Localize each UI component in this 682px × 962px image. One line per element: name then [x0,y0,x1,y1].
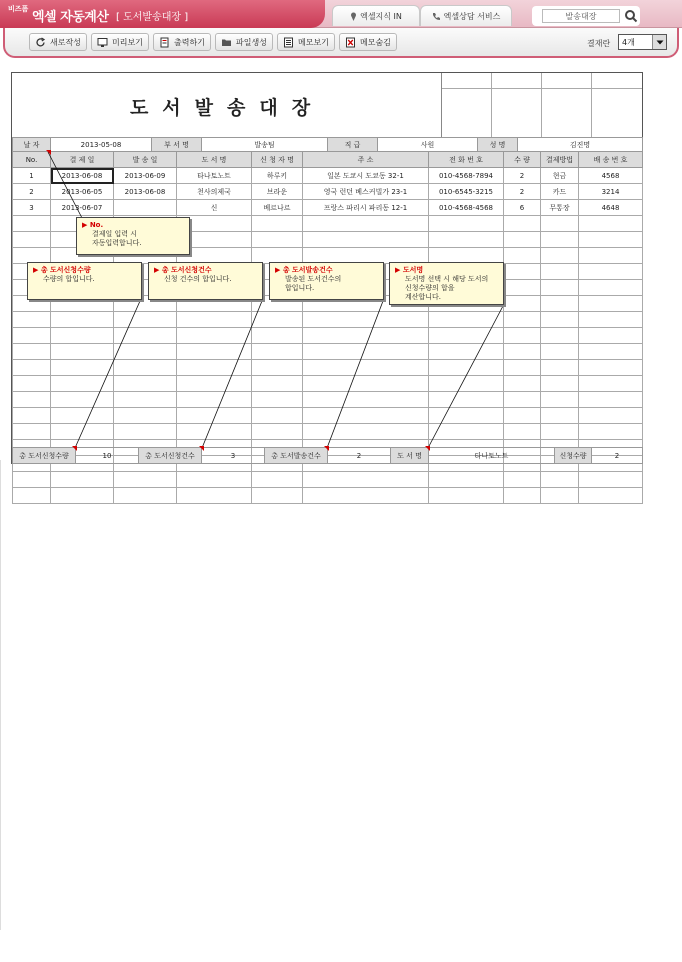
table-cell[interactable] [252,360,303,376]
folder-icon [221,37,232,48]
memo-total-sent [269,262,384,300]
table-cell[interactable] [13,216,51,232]
table-cell[interactable] [429,424,504,440]
table-cell[interactable]: 2 [13,184,51,200]
name-label: 성 명 [478,138,518,152]
table-cell[interactable] [303,312,429,328]
approval-column-4[interactable] [592,73,642,137]
memo-title: ▶ 총 도서발송건수 [275,266,333,274]
table-cell[interactable] [252,376,303,392]
rank-cell[interactable]: 사원 [378,138,478,152]
table-cell[interactable] [252,344,303,360]
table-cell[interactable] [579,264,643,280]
table-row [13,392,643,408]
brand-area [0,0,325,28]
table-cell[interactable] [541,264,579,280]
table-cell[interactable] [51,408,114,424]
table-cell[interactable] [429,472,504,488]
table-cell[interactable]: 2 [504,184,541,200]
table-cell[interactable] [579,328,643,344]
table-cell[interactable] [541,280,579,296]
table-cell[interactable] [303,424,429,440]
table-cell[interactable] [13,344,51,360]
table-cell[interactable] [504,360,541,376]
table-cell[interactable] [177,424,252,440]
table-cell[interactable]: 영국 런던 베스커빌가 23-1 [303,184,429,200]
table-cell[interactable] [13,360,51,376]
table-cell[interactable] [177,312,252,328]
tab-excel-knowledge[interactable] [332,5,420,26]
table-cell[interactable] [303,376,429,392]
table-cell[interactable]: 4568 [579,168,643,184]
column-header: 결 제 일 [51,152,114,168]
printer-icon [159,37,170,48]
title-box [12,73,442,137]
table-cell[interactable] [177,328,252,344]
table-cell[interactable]: 일본 도쿄시 도쿄동 32-1 [303,168,429,184]
table-row [13,488,643,504]
close-memo-icon [345,37,356,48]
table-cell[interactable] [579,376,643,392]
column-header: 발 송 일 [114,152,177,168]
button-label: 메모보기 [298,37,329,47]
table-row [13,424,643,440]
table-cell[interactable] [51,488,114,504]
book-qty-label: 신청수량 [555,448,592,464]
table-cell[interactable]: 하루키 [252,168,303,184]
table-cell[interactable]: 2013-06-05 [51,184,114,200]
approval-column-1[interactable] [442,73,492,137]
table-cell[interactable] [252,312,303,328]
table-row [13,312,643,328]
table-cell[interactable]: 2 [504,168,541,184]
table-cell[interactable] [252,488,303,504]
monitor-icon [97,37,108,48]
book-select-cell[interactable]: 타나토노트 [429,448,555,464]
table-cell[interactable] [579,296,643,312]
chevron-down-icon [652,35,666,49]
table-cell[interactable]: 천사의제국 [177,184,252,200]
info-table [12,137,643,152]
table-cell[interactable]: 010-6545-3215 [429,184,504,200]
table-cell[interactable] [252,424,303,440]
memo-title: ▶ 총 도서신청수량 [33,266,91,274]
table-cell[interactable] [252,328,303,344]
table-cell[interactable] [541,328,579,344]
app-title: 엑셀 자동계산 [32,10,109,25]
rank-label: 직 급 [328,138,378,152]
memo-line: 수량의 합입니다. [43,275,95,283]
table-cell[interactable] [429,232,504,248]
table-cell[interactable] [252,232,303,248]
table-cell[interactable] [429,408,504,424]
memo-line: 결제일 입력 시 [92,230,138,238]
table-cell[interactable] [13,424,51,440]
table-cell[interactable] [504,408,541,424]
table-cell[interactable] [579,408,643,424]
approval-header [442,73,491,89]
phone-icon [432,12,441,21]
show-memo-button[interactable] [277,33,335,51]
table-cell[interactable] [252,216,303,232]
table-row [13,184,643,200]
approval-column-2[interactable] [492,73,542,137]
table-cell[interactable] [504,424,541,440]
table-cell[interactable] [541,408,579,424]
table-cell[interactable] [429,216,504,232]
table-row [13,168,643,184]
total-sent-label: 총 도서발송건수 [265,448,328,464]
table-cell[interactable] [177,360,252,376]
column-header: 도 서 명 [177,152,252,168]
table-cell[interactable]: 4648 [579,200,643,216]
table-cell[interactable] [504,376,541,392]
memo-title: ▶ No. [82,221,104,229]
table-cell[interactable]: 무통장 [541,200,579,216]
column-header: 주 소 [303,152,429,168]
table-cell[interactable] [429,392,504,408]
button-label: 메모숨김 [360,37,391,47]
table-cell[interactable] [51,360,114,376]
preview-button[interactable] [91,33,149,51]
column-header: 결제방법 [541,152,579,168]
table-cell[interactable] [13,312,51,328]
table-cell[interactable] [541,216,579,232]
table-cell[interactable] [541,344,579,360]
book-select-label: 도 서 명 [391,448,429,464]
table-cell[interactable] [541,360,579,376]
approval-header [492,73,541,89]
toolbar [3,28,679,58]
table-cell[interactable] [114,376,177,392]
table-row [13,472,643,488]
memo-line: 신청수량의 합을 [405,284,455,292]
search-button[interactable] [624,8,638,24]
table-cell[interactable] [429,488,504,504]
search-input[interactable] [542,9,620,23]
table-cell[interactable] [51,376,114,392]
table-cell[interactable] [114,200,177,216]
memo-line: 도서명 선택 시 해당 도서의 [405,275,489,283]
table-cell[interactable] [504,280,541,296]
table-row [13,200,643,216]
table-cell[interactable] [579,392,643,408]
totals-table [12,447,643,464]
table-cell[interactable] [504,264,541,280]
table-cell[interactable]: 010-4568-4568 [429,200,504,216]
hide-memo-button[interactable] [339,33,397,51]
table-cell[interactable] [13,392,51,408]
button-label: 출력하기 [174,37,205,47]
table-cell[interactable] [303,392,429,408]
table-cell[interactable] [504,488,541,504]
book-qty-value: 2 [592,448,643,464]
table-cell[interactable] [51,392,114,408]
table-cell[interactable] [579,472,643,488]
table-cell[interactable] [51,424,114,440]
table-cell[interactable]: 3214 [579,184,643,200]
new-document-button[interactable] [29,33,87,51]
table-cell[interactable] [541,392,579,408]
column-header: 전 화 번 호 [429,152,504,168]
table-row [13,408,643,424]
button-label: 파일생성 [236,37,267,47]
table-cell[interactable] [579,216,643,232]
table-cell[interactable] [13,376,51,392]
table-cell[interactable] [177,344,252,360]
memo-title: ▶ 총 도서신청건수 [154,266,212,274]
table-cell[interactable]: 2013-06-08 [114,184,177,200]
total-count-value: 3 [202,448,265,464]
total-qty-label: 총 도서신청수량 [13,448,76,464]
memo-title: ▶ 도서명 [395,266,424,274]
table-cell[interactable] [541,424,579,440]
table-row [13,360,643,376]
table-cell[interactable]: 카드 [541,184,579,200]
totals-row [13,448,643,464]
print-button[interactable] [153,33,211,51]
table-cell[interactable]: 2013-06-08 [51,168,114,184]
approval-header [542,73,591,89]
total-sent-value: 2 [328,448,391,464]
table-cell[interactable] [541,248,579,264]
table-cell[interactable] [51,312,114,328]
table-cell[interactable] [13,472,51,488]
search-box [532,6,640,26]
table-cell[interactable] [51,328,114,344]
table-cell[interactable] [114,392,177,408]
refresh-icon [35,37,46,48]
memo-line: 계산합니다. [405,293,442,301]
table-cell[interactable] [114,408,177,424]
table-cell[interactable] [579,344,643,360]
tab-label: 엑셀상담 서비스 [443,11,501,21]
table-header-row [13,152,643,168]
column-header: 배 송 번 호 [579,152,643,168]
table-cell[interactable] [504,472,541,488]
memo-icon [283,37,294,48]
info-row [13,138,643,152]
table-cell[interactable]: 2013-06-07 [51,200,114,216]
pin-icon [350,12,357,21]
table-cell[interactable] [303,328,429,344]
memo-line: 자동입력합니다. [92,239,142,247]
table-cell[interactable] [114,312,177,328]
table-cell[interactable] [504,216,541,232]
table-cell[interactable] [429,328,504,344]
table-cell[interactable]: 3 [13,200,51,216]
dept-label: 부 서 명 [152,138,202,152]
table-cell[interactable] [13,408,51,424]
table-cell[interactable] [114,488,177,504]
total-count-label: 총 도서신청건수 [139,448,202,464]
table-cell[interactable] [579,248,643,264]
table-cell[interactable] [541,488,579,504]
button-label: 미리보기 [112,37,143,47]
table-cell[interactable] [303,472,429,488]
table-cell[interactable] [114,472,177,488]
table-cell[interactable] [541,232,579,248]
table-cell[interactable] [303,232,429,248]
table-cell[interactable] [541,472,579,488]
table-cell[interactable] [303,360,429,376]
table-cell[interactable] [504,392,541,408]
table-row [13,344,643,360]
table-cell[interactable] [579,488,643,504]
table-cell[interactable] [579,312,643,328]
table-cell[interactable] [429,376,504,392]
table-cell[interactable] [504,312,541,328]
table-cell[interactable] [541,376,579,392]
table-cell[interactable] [177,408,252,424]
sheet-name: [ 도서발송대장 ] [116,12,189,23]
table-cell[interactable] [177,488,252,504]
memo-line: 합입니다. [285,284,315,292]
table-cell[interactable] [541,312,579,328]
memo-line: 발송된 도서건수의 [285,275,342,283]
table-cell[interactable] [504,296,541,312]
table-cell[interactable] [252,392,303,408]
approval-columns-label: 결재란 [587,39,611,48]
table-cell[interactable] [252,408,303,424]
table-cell[interactable] [303,216,429,232]
table-cell[interactable] [579,360,643,376]
memo-total-count [148,262,263,300]
column-header: 수 량 [504,152,541,168]
table-cell[interactable] [13,232,51,248]
memo-line: 신청 건수의 합입니다. [164,275,232,283]
table-cell[interactable]: 타나토노트 [177,168,252,184]
table-cell[interactable] [504,344,541,360]
tab-label: 엑셀지식 IN [360,11,402,21]
page-edge-line [0,460,1,930]
table-cell[interactable] [114,424,177,440]
table-cell[interactable] [114,328,177,344]
table-cell[interactable]: 브라운 [252,184,303,200]
table-cell[interactable] [504,328,541,344]
table-cell[interactable] [504,232,541,248]
table-cell[interactable] [541,296,579,312]
table-cell[interactable] [579,280,643,296]
table-cell[interactable] [303,344,429,360]
table-cell[interactable] [579,232,643,248]
table-cell[interactable] [504,248,541,264]
table-cell[interactable] [13,328,51,344]
table-cell[interactable] [177,376,252,392]
table-cell[interactable] [579,424,643,440]
date-cell[interactable]: 2013-05-08 [51,138,152,152]
table-cell[interactable] [303,488,429,504]
column-header: No. [13,152,51,168]
total-qty-value: 10 [76,448,139,464]
document-title: 도서발송대장 [129,97,325,119]
table-cell[interactable] [303,408,429,424]
table-cell[interactable]: 신 [177,200,252,216]
table-cell[interactable] [177,472,252,488]
table-cell[interactable] [177,392,252,408]
button-label: 새로작성 [50,37,81,47]
table-cell[interactable] [429,312,504,328]
table-cell[interactable]: 베르나르 [252,200,303,216]
table-cell[interactable]: 2013-06-09 [114,168,177,184]
table-cell[interactable]: 1 [13,168,51,184]
table-cell[interactable] [13,488,51,504]
table-row [13,376,643,392]
table-cell[interactable] [51,344,114,360]
table-cell[interactable] [114,344,177,360]
table-cell[interactable]: 프랑스 파리시 파리동 12-1 [303,200,429,216]
dept-cell[interactable]: 발송팀 [202,138,328,152]
memo-no [76,217,190,255]
memo-total-qty [27,262,142,300]
table-row [13,328,643,344]
approval-header [592,73,642,89]
table-cell[interactable] [51,472,114,488]
table-cell[interactable]: 현금 [541,168,579,184]
table-cell[interactable] [429,360,504,376]
date-label: 날 자 [13,138,51,152]
tab-excel-consult[interactable] [420,5,512,26]
column-header: 신 청 자 명 [252,152,303,168]
approval-column-3[interactable] [542,73,592,137]
brand-logo: 비즈폼 [8,5,29,13]
table-cell[interactable]: 010-4568-7894 [429,168,504,184]
name-cell[interactable]: 김진명 [518,138,643,152]
create-file-button[interactable] [215,33,273,51]
table-cell[interactable] [429,344,504,360]
search-icon [624,8,638,24]
table-cell[interactable] [252,472,303,488]
table-cell[interactable] [114,360,177,376]
select-value: 4개 [622,38,635,47]
approval-columns-select[interactable] [618,34,667,50]
table-cell[interactable]: 6 [504,200,541,216]
memo-book [389,262,504,305]
